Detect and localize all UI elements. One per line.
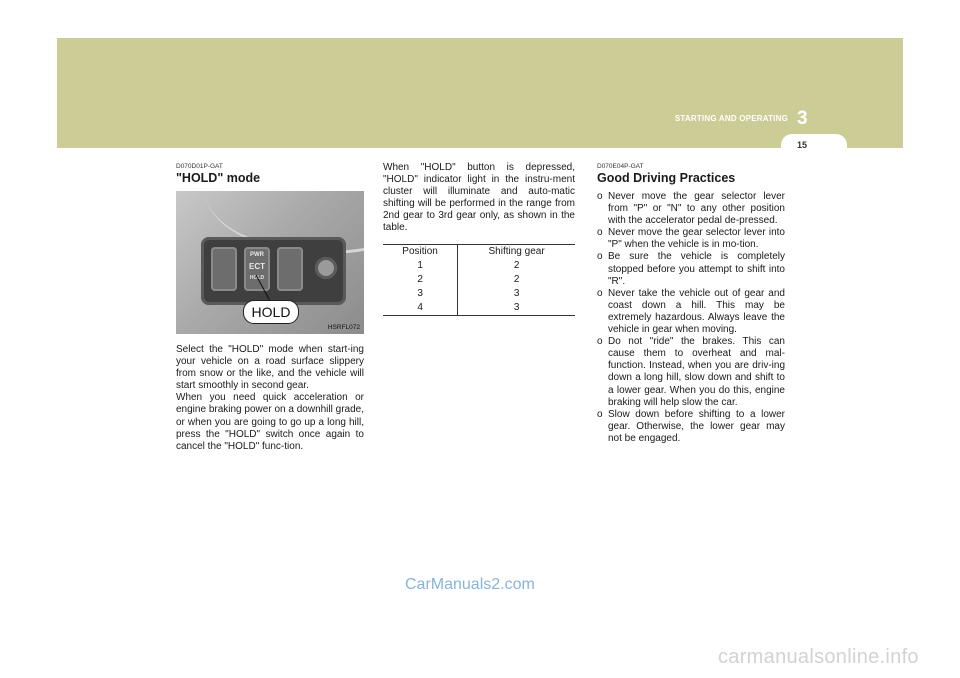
gear-cell: 3 — [513, 301, 520, 313]
list-item-text: Never move the gear selector lever from "P" or "N" to any other position with the accelerator pedal de-pressed. — [608, 191, 785, 227]
bullet-marker: o — [597, 251, 603, 263]
watermark-text: carmanualsonline.info — [718, 646, 919, 668]
list-item-text: Never take the vehicle out of gear and coast down a hill. This may be extremely hazardous. Always leave the vehicle in gear when moving. — [608, 287, 785, 336]
bullet-marker: o — [597, 191, 603, 202]
bullet-marker: o — [597, 408, 603, 420]
list-item — [597, 227, 785, 251]
header-band — [57, 38, 903, 148]
bullet-marker: o — [597, 287, 603, 299]
shifting-gear-table — [383, 244, 575, 316]
list-item-text: Never move the gear selector lever into "P" when the vehicle is in mo-tion. — [608, 227, 785, 251]
position-cell: 1 — [383, 259, 458, 273]
list-item — [597, 409, 785, 445]
table-row — [383, 259, 575, 273]
position-cell: 3 — [383, 287, 458, 301]
list-item-text: Slow down before shifting to a lower gear. Otherwise, the lower gear may not be engaged. — [608, 408, 785, 444]
list-item — [597, 288, 785, 336]
table-intro: When "HOLD" button is depressed, "HOLD" indicator light in the instru-ment cluster will illuminate and auto-matic shifting will be performed in the range from 2nd gear to 3rd gear only, as shown in the table. — [383, 162, 575, 234]
hold-callout: HOLD — [243, 300, 299, 324]
section-title: STARTING AND OPERATING — [674, 114, 788, 123]
driving-practices-section — [597, 163, 785, 445]
section-heading: "HOLD" mode — [176, 171, 261, 185]
table-row — [383, 273, 575, 287]
section-heading: Good Driving Practices — [597, 171, 736, 185]
section-code: D070D01P-GAT — [176, 163, 223, 170]
ect-label: ECT — [249, 262, 265, 271]
header-shifting-gear: Shifting gear — [488, 245, 545, 257]
position-cell: 2 — [383, 273, 458, 287]
image-code: HSRFL072 — [327, 324, 360, 331]
hold-mode-section — [176, 163, 364, 453]
header-position: Position — [383, 244, 458, 259]
table-row — [383, 301, 575, 316]
position-cell: 4 — [383, 301, 458, 316]
hold-switch-photo — [176, 191, 364, 334]
hold-table-section — [383, 162, 575, 316]
bullet-marker: o — [597, 227, 603, 239]
list-item — [597, 191, 785, 227]
hold-paragraph-2: When you need quick acceleration or engine braking power on a downhill grade, or when you are going to go up a long hill, press the "HOLD" switch once again to cancel the "HOLD" func-tion. — [176, 392, 364, 452]
watermark-link[interactable]: CarManuals2.com — [405, 576, 535, 593]
hold-paragraph-1: Select the "HOLD" mode when start-ing your vehicle on a road surface slippery from snow or the like, and the vehicle will start smoothly in second gear. — [176, 344, 364, 392]
gear-cell: 2 — [513, 273, 520, 285]
list-item-text: Do not "ride" the brakes. This can cause them to overheat and mal-function. Instead, when you are driv-ing down a long hill, slow down and shift to a lower gear. When you do this, engine braking will help slow the car. — [608, 336, 785, 408]
list-item-text: Be sure the vehicle is completely stopped before you attempt to shift into "R". — [608, 251, 785, 287]
bullet-marker: o — [597, 336, 603, 348]
hold-label: HOLD — [249, 275, 265, 281]
pwr-label: PWR — [250, 252, 264, 258]
list-item — [597, 336, 785, 409]
table-row — [383, 287, 575, 301]
page-number: 15 — [796, 140, 807, 150]
table-header-row — [383, 244, 575, 259]
practices-list — [597, 191, 785, 445]
gear-cell: 2 — [513, 259, 520, 271]
section-code: D070E04P-GAT — [597, 163, 644, 170]
section-number: 3 — [797, 108, 808, 129]
list-item — [597, 251, 785, 287]
gear-cell: 3 — [513, 287, 520, 299]
